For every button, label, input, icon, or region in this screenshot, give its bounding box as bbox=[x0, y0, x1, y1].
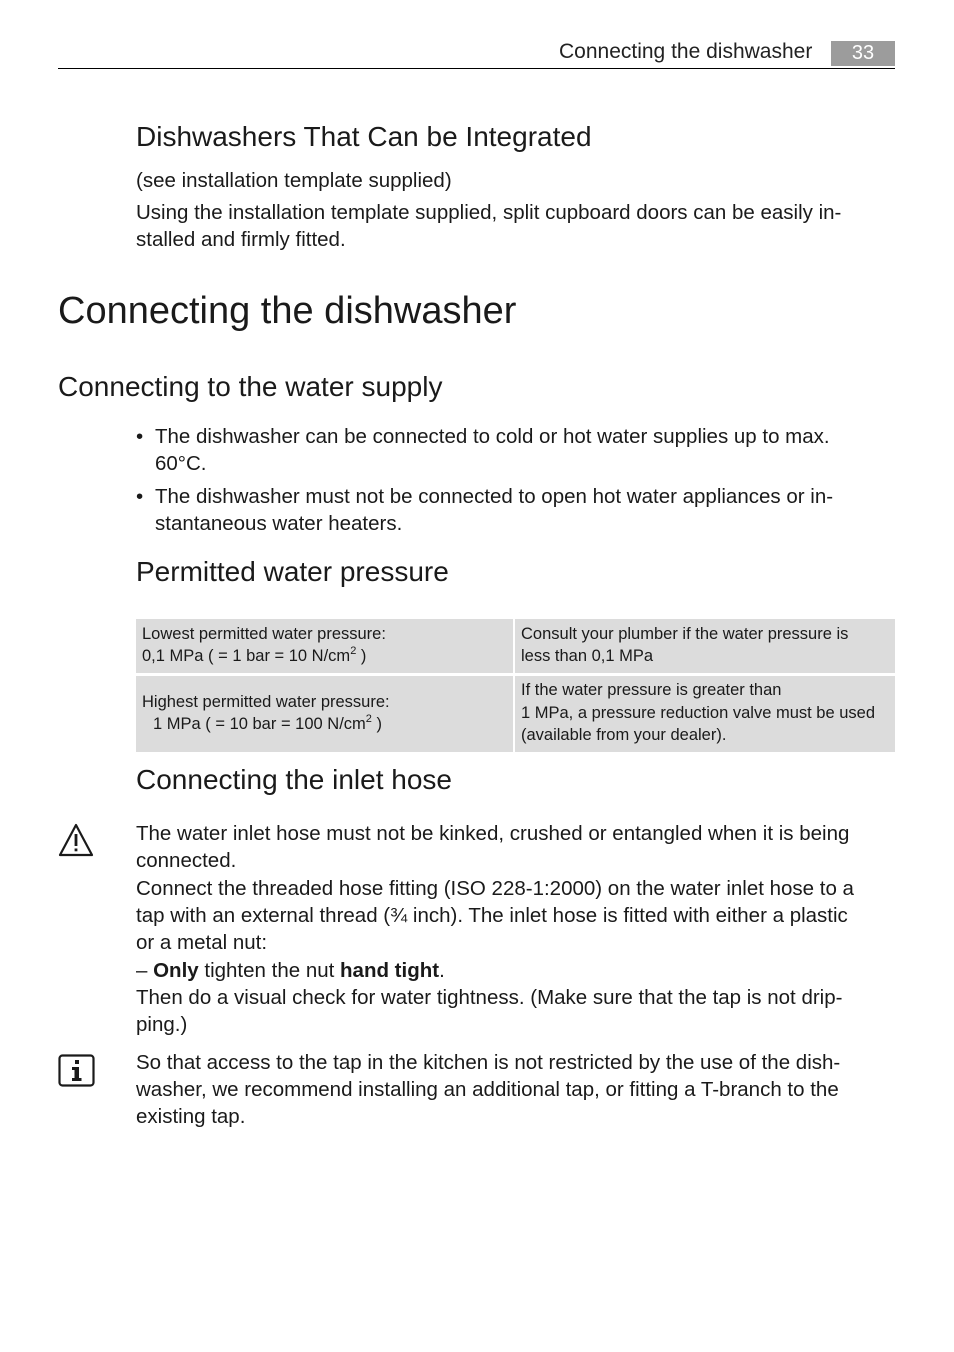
superscript: 2 bbox=[365, 713, 372, 725]
running-header-title: Connecting the dishwasher bbox=[559, 40, 813, 63]
page-number: 33 bbox=[831, 41, 895, 66]
cell-line bbox=[142, 645, 507, 668]
cell-line bbox=[142, 713, 507, 736]
bullet-marker: • bbox=[136, 485, 144, 508]
integrated-text-line2: stalled and firmly fitted. bbox=[136, 228, 346, 251]
table-row bbox=[136, 676, 895, 752]
integrated-text-line1: Using the installation template supplied, split cupboard doors can be easily in- bbox=[136, 201, 842, 224]
table-cell-highest-pressure bbox=[136, 676, 515, 752]
page-title: Connecting the dishwasher bbox=[58, 290, 517, 332]
text-segment: tighten the nut bbox=[198, 959, 341, 982]
cell-line: 1 MPa, a pressure reduction valve must be used bbox=[521, 703, 876, 722]
list-item bbox=[136, 423, 896, 477]
table-cell-lowest-pressure bbox=[136, 619, 515, 676]
warning-text-line2: connected. bbox=[136, 849, 237, 872]
cell-line: Consult your plumber if the water pressure is bbox=[521, 624, 849, 643]
cell-line: Lowest permitted water pressure: bbox=[142, 624, 386, 643]
cell-line: Highest permitted water pressure: bbox=[142, 692, 390, 711]
cell-line: (available from your dealer). bbox=[521, 726, 727, 745]
bullet-text-line2: 60°C. bbox=[155, 452, 207, 475]
info-text-line3: existing tap. bbox=[136, 1105, 246, 1128]
info-text-line1: So that access to the tap in the kitchen is not restricted by the use of the dish- bbox=[136, 1051, 841, 1074]
info-text-line2: washer, we recommend installing an additional tap, or fitting a T-branch to the bbox=[136, 1078, 839, 1101]
integrated-note: (see installation template supplied) bbox=[136, 169, 452, 192]
pressure-value-end: ) bbox=[371, 715, 382, 733]
table-cell-highest-advice bbox=[515, 676, 895, 752]
superscript: 2 bbox=[350, 645, 357, 657]
table-row bbox=[136, 619, 895, 676]
warning-text-line3: Connect the threaded hose fitting (ISO 228-1:2000) on the water inlet hose to a bbox=[136, 877, 854, 900]
emphasis-hand-tight: hand tight bbox=[340, 959, 440, 982]
pressure-value: 1 MPa ( = 10 bar = 100 N/cm bbox=[153, 715, 366, 733]
pressure-value: 0,1 MPa ( = 1 bar = 10 N/cm bbox=[142, 647, 351, 665]
water-supply-heading: Connecting to the water supply bbox=[58, 371, 443, 402]
pressure-value-end: ) bbox=[356, 647, 367, 665]
warning-text-line6 bbox=[136, 957, 445, 984]
pressure-table bbox=[136, 619, 895, 752]
dash: – bbox=[136, 959, 154, 982]
table-cell-lowest-advice bbox=[515, 619, 895, 676]
list-item bbox=[136, 483, 896, 537]
bullet-text-line1: The dishwasher can be connected to cold or hot water supplies up to max. bbox=[155, 425, 830, 448]
inlet-hose-heading: Connecting the inlet hose bbox=[136, 764, 452, 795]
warning-text-line5: or a metal nut: bbox=[136, 931, 268, 954]
cell-line: If the water pressure is greater than bbox=[521, 681, 782, 700]
warning-text-line7: Then do a visual check for water tightness. (Make sure that the tap is not drip- bbox=[136, 986, 843, 1009]
cell-line: less than 0,1 MPa bbox=[521, 647, 654, 665]
warning-triangle-icon bbox=[57, 822, 95, 858]
warning-text-line4: tap with an external thread (¾ inch). The inlet hose is fitted with either a plastic bbox=[136, 904, 848, 927]
header-divider bbox=[58, 68, 895, 69]
emphasis-only: Only bbox=[153, 959, 199, 982]
bullet-text-line2: stantaneous water heaters. bbox=[155, 512, 403, 535]
information-icon bbox=[58, 1054, 95, 1087]
bullet-marker: • bbox=[136, 425, 144, 448]
warning-text-line1: The water inlet hose must not be kinked, crushed or entangled when it is being bbox=[136, 822, 850, 845]
bullet-text-line1: The dishwasher must not be connected to open hot water appliances or in- bbox=[155, 485, 834, 508]
integrated-heading: Dishwashers That Can be Integrated bbox=[136, 121, 592, 152]
pressure-heading: Permitted water pressure bbox=[136, 556, 449, 587]
warning-text-line8: ping.) bbox=[136, 1013, 188, 1036]
text-segment: . bbox=[439, 959, 445, 982]
